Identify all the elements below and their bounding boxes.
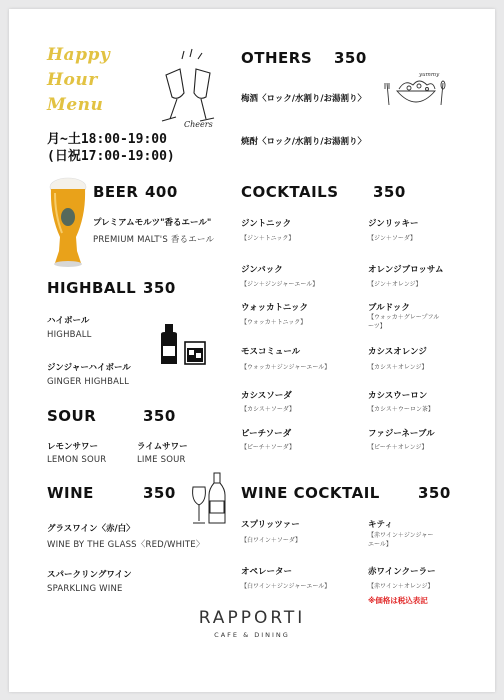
cheers-glasses-icon [144, 47, 234, 132]
wine-cocktail-item-name: スプリッツァー [241, 520, 300, 530]
wine-cocktail-price: 350 [418, 484, 451, 502]
cocktail-item-name: ピーチソーダ [241, 429, 292, 439]
ginger-highball-item-en: GINGER HIGHBALL [47, 377, 130, 387]
cocktail-item-desc: 【カシス＋オレンジ】 [368, 364, 428, 371]
beer-glass-icon [47, 177, 89, 269]
cocktail-item-name: ブルドック [368, 303, 410, 313]
others-price: 350 [334, 49, 367, 67]
lemon-sour-en: LEMON SOUR [47, 455, 107, 465]
happy-hour-hours [47, 131, 175, 165]
cocktail-item-desc: 【カシス＋ソーダ】 [241, 406, 296, 413]
others-item-umeshu: 梅酒〈ロック/水割り/お湯割り〉 [241, 94, 367, 104]
wine-cocktail-item-name: 赤ワインクーラー [368, 567, 436, 577]
highball-price: 350 [143, 279, 176, 297]
happy-hour-title-line3: Menu [47, 95, 104, 115]
cocktail-item-name: ジントニック [241, 219, 292, 229]
whisky-illustration [159, 322, 225, 368]
cocktails-price: 350 [373, 183, 406, 201]
wine-cocktail-item-desc: 【赤ワイン＋ジンジャーエール】 [368, 532, 434, 548]
lemon-sour-jp: レモンサワー [47, 442, 99, 452]
cocktail-item-name: カシスソーダ [241, 391, 292, 401]
hours-holiday: (日祝17:00-19:00) [47, 149, 175, 164]
hours-weekday: 月~土18:00-19:00 [47, 132, 167, 147]
cocktail-item-desc: 【ジン＋ジンジャーエール】 [241, 281, 319, 288]
wine-cocktail-item-desc: 【白ワイン＋ソーダ】 [241, 537, 302, 544]
cocktail-item-name: ジンリッキー [368, 219, 419, 229]
others-item-shochu: 焼酎〈ロック/水割り/お湯割り〉 [241, 137, 367, 147]
beer-glass-illustration [47, 177, 89, 269]
cocktail-item-name: ジンバック [241, 265, 283, 275]
wine-cocktail-item-desc: 【白ワイン＋ジンジャーエール】 [241, 583, 331, 590]
beer-price: 400 [145, 183, 178, 201]
highball-item-jp: ハイボール [47, 316, 90, 326]
cocktail-item-desc: 【ピーチ＋オレンジ】 [368, 444, 428, 451]
wine-cocktail-heading: WINE COCKTAIL [241, 484, 380, 502]
highball-item-en: HIGHBALL [47, 330, 92, 340]
lime-sour-en: LIME SOUR [137, 455, 186, 465]
cocktail-item-desc: 【ジン＋オレンジ】 [368, 281, 422, 288]
wine-bottle-glass-icon [187, 471, 233, 527]
cocktail-item-name: オレンジブロッサム [368, 265, 444, 275]
others-heading: OTHERS [241, 49, 313, 67]
cocktail-item-desc: 【ウォッカ＋ジンジャーエール】 [241, 364, 331, 371]
cocktail-item-name: ファジーネーブル [368, 429, 435, 439]
cocktail-item-desc: 【ジン＋トニック】 [241, 235, 295, 242]
brand-name: RAPPORTI [198, 608, 306, 628]
tax-note: ※価格は税込表記 [368, 596, 428, 605]
wine-price: 350 [143, 484, 176, 502]
food-bowl-icon [381, 69, 451, 111]
happy-hour-title-line2: Hour [47, 70, 98, 90]
glass-wine-jp: グラスワイン〈赤/白〉 [47, 524, 135, 534]
cocktail-item-desc: 【ウォッカ＋グレープフルーツ】 [368, 314, 440, 330]
wine-cocktail-item-name: キティ [368, 520, 393, 530]
brand-tagline: CAFE & DINING [214, 631, 290, 639]
sparkling-wine-jp: スパークリングワイン [47, 570, 132, 580]
wine-heading: WINE [47, 484, 94, 502]
cocktail-item-desc: 【ジン＋ソーダ】 [368, 235, 417, 242]
yummy-text: yummy [419, 72, 440, 78]
lime-sour-jp: ライムサワー [137, 442, 188, 452]
beer-heading: BEER [93, 183, 139, 201]
cheers-illustration [144, 47, 234, 132]
cocktail-item-name: ウォッカトニック [241, 303, 308, 313]
sparkling-wine-en: SPARKLING WINE [47, 584, 123, 594]
happy-hour-title-line1: Happy [47, 45, 111, 65]
cocktail-item-name: カシスウーロン [368, 391, 428, 401]
cocktail-item-name: モスコミュール [241, 347, 301, 357]
ginger-highball-item-jp: ジンジャーハイボール [47, 363, 131, 373]
cocktail-item-desc: 【カシス＋ウーロン茶】 [368, 406, 434, 413]
beer-item-en: PREMIUM MALT'S 香るエール [93, 235, 215, 245]
wine-illustration [187, 471, 233, 527]
highball-heading: HIGHBALL [47, 279, 137, 297]
cocktail-item-name: カシスオレンジ [368, 347, 427, 357]
happy-hour-title [47, 43, 110, 118]
cheers-text: Cheers [184, 120, 213, 129]
wine-cocktail-item-desc: 【赤ワイン＋オレンジ】 [368, 583, 434, 590]
sour-heading: SOUR [47, 407, 97, 425]
cocktails-heading: COCKTAILS [241, 183, 339, 201]
glass-wine-en: WINE BY THE GLASS〈RED/WHITE〉 [47, 540, 205, 550]
sour-price: 350 [143, 407, 176, 425]
whisky-bottle-glass-icon [159, 322, 225, 368]
beer-item-jp: プレミアムモルツ"香るエール" [93, 218, 212, 228]
wine-cocktail-item-name: オペレーター [241, 567, 293, 577]
cocktail-item-desc: 【ピーチ＋ソーダ】 [241, 444, 295, 451]
cocktail-item-desc: 【ウォッカ＋トニック】 [241, 319, 307, 326]
menu-sheet [9, 9, 495, 692]
food-illustration [381, 69, 451, 111]
